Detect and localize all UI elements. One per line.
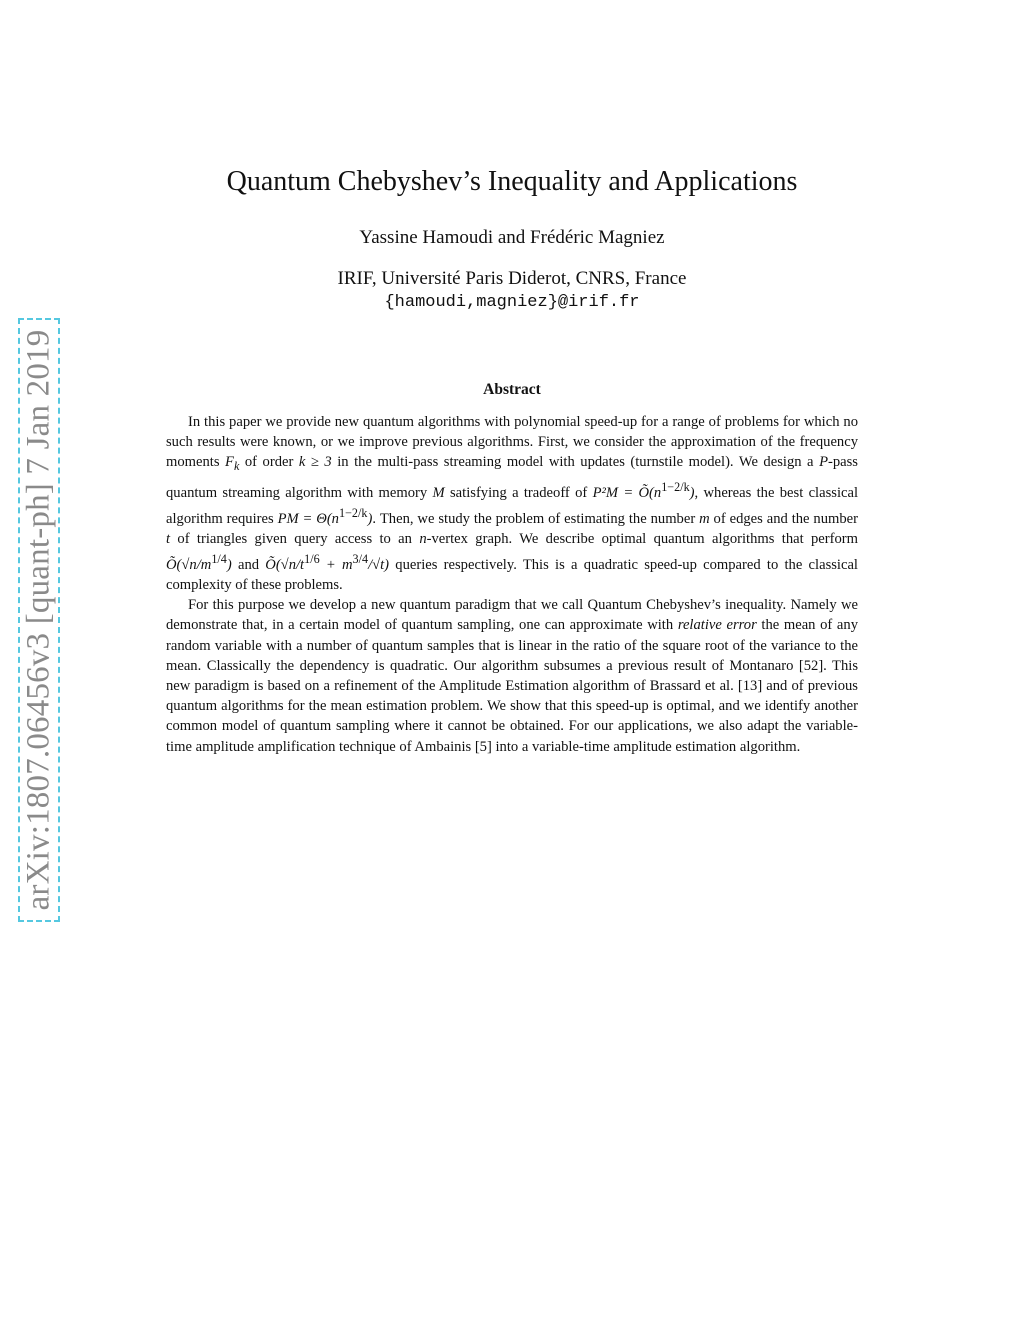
- paper-affiliation: IRIF, Université Paris Diderot, CNRS, France: [337, 268, 687, 289]
- arxiv-side-stamp: [18, 318, 60, 922]
- abstract-paragraph-2: For this purpose we develop a new quantum paradigm that we call Quantum Chebyshev’s inequality. Namely we demonstrate that, in a certain model of quantum sampling, one can approximate with relative error the mean of any random variable with a number of quantum samples that is linear in the ratio of the square root of the variance to the mean. Classically the dependency is quadratic. Our algorithm subsumes a previous result of Montanaro [52]. This new paradigm is based on a refinement of the Amplitude Estimation algorithm of Brassard et al. [13] and of previous quantum algorithms for the mean estimation problem. We show that this speed-up is optimal, and we identify another common model of quantum sampling where it cannot be obtained. For our applications, we also adapt the variable-time amplitude amplification technique of Ambainis [5] into a variable-time amplitude estimation algorithm.: [166, 597, 858, 755]
- abstract-paragraph-1: In this paper we provide new quantum algorithms with polynomial speed-up for a range of problems for which no such results were known, or we improve previous algorithms. First, we consider the approximation of the frequency moments $F_k$ of order k ≥ 3 in the multi-pass streaming model with updates (turnstile model). We design a P-pass quantum streaming algorithm with memory M satisfying a tradeoff of $P^2M = Õ(n^{1-2/k})$, whereas the best classical algorithm requires PM = $\Theta(n^{1-2/k})$. Then, we study the problem of estimating the number m of edges and the number t of triangles given query access to an n-vertex graph. We describe optimal quantum algorithms that perform $Õ(√n/m^{1/4})$ and $Õ(√n/t^{1/6} + m^{3/4}/√t)$ queries respectively. This is a quadratic speed-up compared to the classical complexity of these problems.: [166, 414, 859, 593]
- abstract-body: [166, 412, 858, 757]
- paper-email: {hamoudi,magniez}@irif.fr: [384, 293, 640, 312]
- paper-authors: Yassine Hamoudi and Frédéric Magniez: [359, 227, 665, 248]
- abstract-heading: Abstract: [483, 381, 541, 398]
- arxiv-identifier: arXiv:1807.06456v3 [quant-ph] 7 Jan 2019: [20, 329, 57, 911]
- paper-title: Quantum Chebyshev’s Inequality and Applications: [226, 166, 798, 197]
